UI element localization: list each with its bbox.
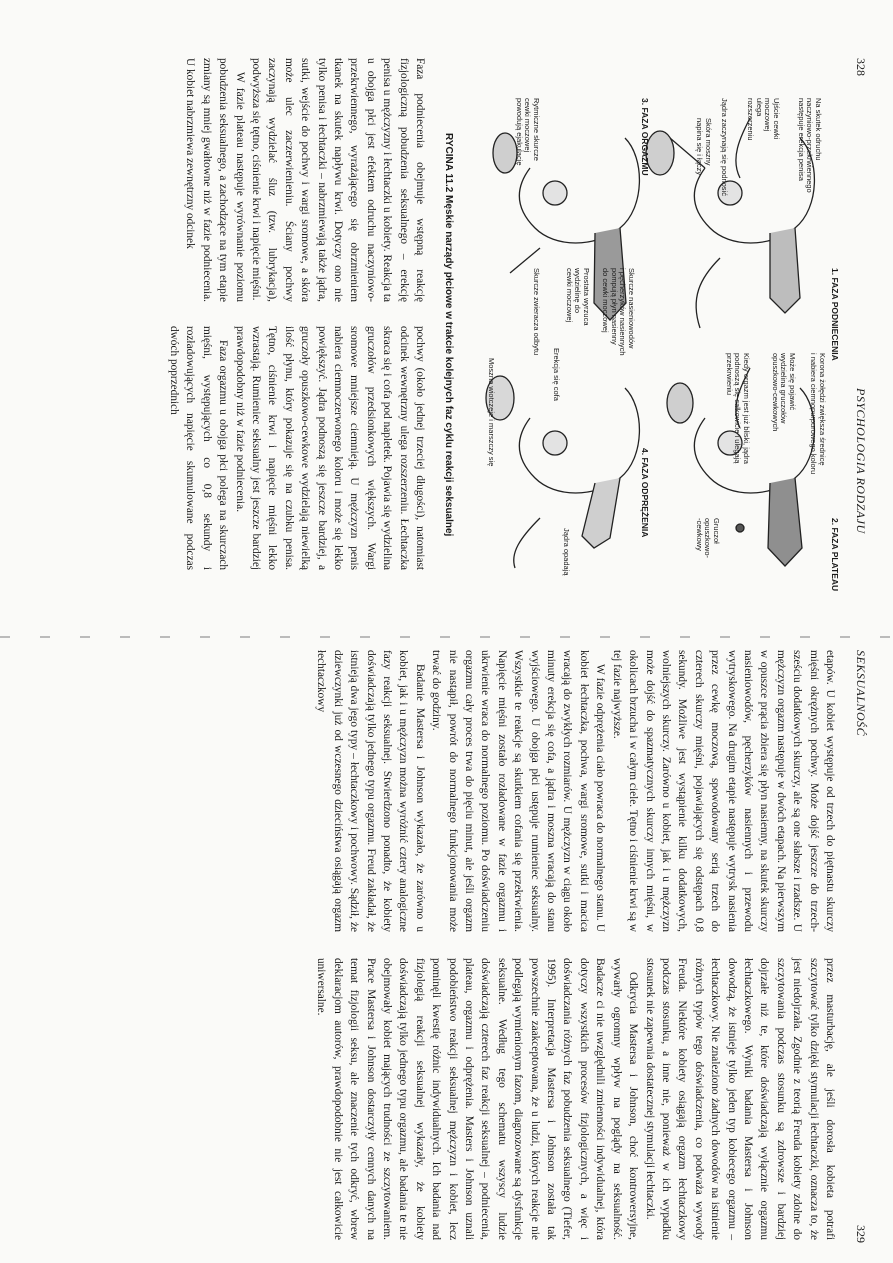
label-p3-sphincter: Skurcze zwieracza odbytu — [532, 268, 541, 356]
left-col-1 — [182, 58, 428, 302]
left-col-2 — [166, 326, 429, 570]
right-running-head: SEKSUALNOŚĆ — [854, 650, 868, 737]
label-p1-testes: Jądra zaczynają się podnosić — [720, 98, 729, 196]
label-p4-scrotum: Moszna wiotczeje i marszczy się — [487, 358, 496, 467]
phase-4-title: 4. FAZA ODPRĘŻENIA — [640, 448, 650, 538]
figure — [460, 98, 840, 592]
page-fold — [0, 636, 893, 638]
label-p1-scrotum: Skóra moszny napina się i łączy — [695, 118, 713, 176]
paragraph: Faza podniecenia obejmuje wstępną reakcję fizjologiczną pobudzenia seksualnego – erekcję penisa u mężczyzny i łechtaczki u kobiety. Reakcja ta u obojga płci jest efektem odruchu naczyniowo-przekrwiennego, wyrażającego się obrzmieniem tkanek na skutek napływu krwi. Dotyczy ono nie tylko penisa i łechtaczki – nabrzmiewają także jądra, sutki, wejście do pochwy i wargi sromowe, a skóra może ulec zaczerwienieniu. Ściany pochwy zaczynają wydzielać śluz (tzw. lubrykacja), podwyższa się tętno, ciśnienie krwi i napięcie mięśni. — [249, 58, 426, 302]
label-p1-erection: Na skutek odruchu naczyniowo-przekrwiennego następuje erekcja penisa — [797, 98, 823, 193]
label-p2-gland: Gruczoł opuszkowo- -cewkowy — [695, 518, 721, 559]
label-p3-contractions: Rytmiczne skurcze cewki moczowej powodują ejakulację — [515, 98, 541, 166]
paragraph: przez masturbację, ale jeśli dorosła kobieta potrafi szczytować tylko dzięki stymulacji łechtaczki, oznacza to, że jest niedojrzała. Zgodnie z teorią Freuda kobiety zdolne do szczytowania podczas stosunku są zdrowsze i bardziej dojrzałe niż te, które doświadczają wyłącznie orgazmu łechtaczkowego. Wyniki badania Mastersa i Johnson dowodzą, że istnieje tylko jeden typ kobiecego orgazmu – łechtaczkowy. Nie znaleziono żadnych dowodów na istnienie różnych typów tego doświadczenia, co podważa wywody Freuda. Niektóre kobiety osiągają orgazm łechtaczkowy podczas stosunku, a inne nie, ponieważ w ich wypadku stosunek nie zapewnia dostatecznej stymulacji łechtaczki. — [643, 958, 836, 1240]
left-page-number: 328 — [854, 58, 868, 76]
label-p4-erection: Erekcja się cofa — [552, 348, 561, 401]
label-p2-testes: Kiedy orgazm jest już bliski, jądra podnoszą się całkowicie i ulegają przekrwieniu — [725, 353, 751, 464]
figure-caption: RYCINA 11.2 Męskie narządy płciowe w trakcie kolejnych faz cyklu reakcji seksualnej — [443, 133, 454, 537]
label-p3-vasdeferens: Skurcze nasieniowodów i pęcherzyków nasiennych pompują płyn nasienny do cewki moczowej — [601, 268, 636, 356]
phase-1-title: 1. FAZA PODNIECENIA — [830, 268, 840, 361]
paragraph: W fazie odprężenia ciało powraca do normalnego stanu. U kobiet łechtaczka, pochwa, wargi sromowe, sutki i macica wracają do zwykłych rozmiarów. U mężczyzn w ciągu około minuty erekcja się cofa, a jądra i moszna wracają do stanu wyjściowego. U obojga płci ustępuje rumieniec seksualny. Wszystkie te reakcje są skutkiem cofania się przekrwienia. Napięcie mięśni zostało rozładowane w fazie orgazmu i ukrwienie wraca do normalnego poziomu. Po doświadczeniu orgazmu cały proces trwa do pięciu minut, ale jeśli orgazm nie nastąpił, powrót do normalnego funkcjonowania może trwać do godziny. — [430, 650, 607, 932]
left-page — [68, 58, 868, 592]
label-p2-secretion: Może się pojawić wydzielina gruczołów opuszkowo-cewkowych — [771, 353, 797, 432]
label-p3-prostate: Prostata wyrzuca wydzielinę do cewki moczowej — [565, 268, 591, 326]
phase-2-title: 2. FAZA PLATEAU — [830, 518, 840, 592]
label-p2-corona: Korona żołędzi zwiększa średnicę i nabiera ciemnopurpurowego koloru — [809, 353, 827, 475]
paragraph: Badanie Mastersa i Johnson wykazało, że zarówno u kobiet, jak i u mężczyzn można wyróżnić cztery analogiczne fazy reakcji seksualnej. Stwierdzono ponadto, że kobiety doświadczają tylko jednego typu orgazmu. Freud zakładał, że istnieją dwa jego typy – łechtaczkowy i pochwowy. Sądził, że dziewczynki już od wczesnego dzieciństwa osiągają orgazm łechtaczkowy — [315, 650, 426, 932]
right-page — [68, 650, 868, 1250]
paragraph: Faza orgazmu u obojga płci polega na skurczach mięśni, występujących co 0,8 sekundy i rozładowujących napięcie skumulowane podczas dwóch poprzednich — [167, 326, 230, 570]
paragraph: W fazie plateau następuje wyrównanie poziomu pobudzenia seksualnego, a zachodzące na tym etapie zmiany są mniej gwałtowne niż w fazie podniecenia. U kobiet nabrzmiewa zewnętrzny odcinek — [184, 58, 246, 302]
left-page-inner — [68, 58, 868, 592]
left-running-head: PSYCHOLOGIA RODZAJU — [854, 388, 868, 534]
right-page-number: 329 — [854, 1225, 868, 1243]
right-page-inner — [68, 650, 868, 1250]
phase-3-title: 3. FAZA ORGAZMU — [640, 98, 650, 176]
paragraph: pochwy (około jednej trzeciej długości), natomiast odcinek wewnętrzny ulega rozszerzeniu. Łechtaczka skraca się i cofa pod napletek. Pojawia się wydzielina gruczołów przedsionkowych większych. Wargi sromowe mniejsze ciemnieją. U mężczyzn penis nabiera ciemnoczerwonego koloru i może się lekko powiększyć. Jądra podnoszą się jeszcze bardziej, a gruczoły opuszkowo-cewkowe wydzielają niewielką ilość płynu, który pokazuje się na czubku penisa. Tętno, ciśnienie krwi i napięcie mięśni lekko wzrastają. Rumieniec seksualny jest jeszcze bardziej prawdopodobny niż w fazie podniecenia. — [233, 326, 426, 570]
right-col-1 — [313, 650, 838, 932]
paragraph: Odkrycia Mastersa i Johnson, choć kontrowersyjne, wywarły ogromny wpływ na poglądy na seksualność. Badacze ci nie uwzględnili zmienności indywidualnej, która dotyczy wszystkich procesów fizjologicznych, a więc i doświadczania różnych faz pobudzenia seksualnego (Tiefer, 1995). Interpretacja Mastersa i Johnson została tak powszechnie zaakceptowana, że u ludzi, których reakcje nie podlegają wymienionym fazom, diagnozowane są dysfunkcje seksualne. Według tego schematu wszyscy ludzie doświadczają czterech faz reakcji seksualnej – podniecenia, plateau, orgazmu i odprężenia. Masters i Johnson uznali podobieństwo reakcji seksualnej mężczyzn i kobiet, lecz pominęli kwestię różnic indywidualnych. Ich badania nad fizjologią reakcji seksualnej wykazały, że kobiety doświadczają tylko jednego typu orgazmu, ale badania te nie obejmowały kobiet mających trudności ze szczytowaniem. Prace Mastersa i Johnson dostarczyły cennych danych na temat fizjologii seksu, ale znaczenie tych odkryć, wbrew deklaracjom autorów, prawdopodobnie nie jest całkowicie uniwersalne. — [315, 958, 640, 1240]
label-p4-testes: Jądra opadają — [562, 528, 571, 576]
paragraph: etapów. U kobiet występuje od trzech do piętnastu skurczy mięśni okrężnych pochwy. Może dojść jeszcze do trzech-sześciu dodatkowych skurczy, ale są one słabsze i rzadsze. U mężczyzn orgazm następuje w dwóch etapach. Na pierwszym w opuszce prącia zbiera się płyn nasienny, na skutek skurczy nasieniowodów, pęcherzyków nasiennych i przewodu wytryskowego. Na drugim etapie następuje wytrysk nasienia przez cewkę moczową, spowodowany serią trzech do czterech skurczy mięśni, pojawiających się odstępach 0,8 sekundy. Możliwe jest wystąpienie kilku dodatkowych, wolniejszych skurczy. Zarówno u kobiet, jak i u mężczyzn może dojść do spazmatycznych skurczy innych mięśni, w okolicach brzucha i w całym ciele. Tętno i ciśnienie krwi są w tej fazie najwyższe. — [610, 650, 836, 932]
label-p1-urethra: Ujście cewki moczowej ulega rozszerzeniu — [746, 98, 781, 141]
phase-1-drawing — [646, 118, 814, 328]
right-col-2 — [313, 958, 838, 1240]
